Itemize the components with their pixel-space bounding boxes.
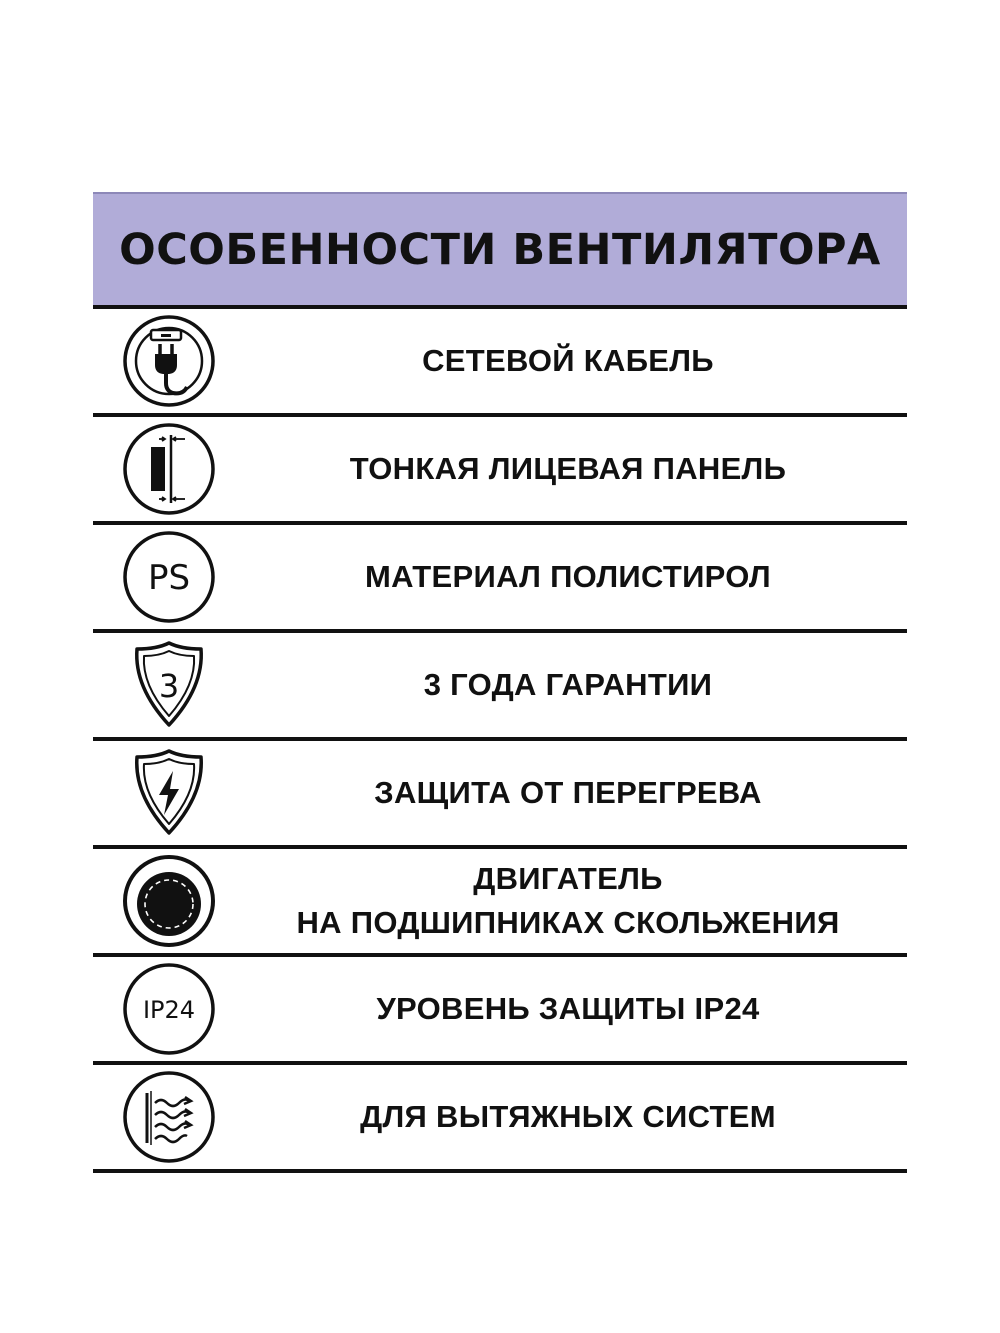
thin-panel-icon	[93, 417, 245, 521]
svg-text:3: 3	[158, 667, 180, 705]
feature-label: МАТЕРИАЛ ПОЛИСТИРОЛ	[365, 559, 771, 594]
feature-row	[93, 957, 907, 1065]
feature-label: ЗАЩИТА ОТ ПЕРЕГРЕВА	[374, 775, 762, 810]
exhaust-airflow-icon	[93, 1065, 245, 1169]
feature-label: 3 ГОДА ГАРАНТИИ	[423, 667, 713, 702]
features-title: ОСОБЕННОСТИ ВЕНТИЛЯТОРА	[119, 224, 881, 275]
ps-material-icon	[93, 525, 245, 629]
power-cable-icon	[93, 309, 245, 413]
ip24-icon	[93, 957, 245, 1061]
feature-row	[93, 309, 907, 417]
feature-label: ДВИГАТЕЛЬ НА ПОДШИПНИКАХ СКОЛЬЖЕНИЯ	[296, 861, 840, 940]
features-header	[93, 192, 907, 309]
feature-row	[93, 525, 907, 633]
feature-row	[93, 1065, 907, 1173]
warranty-shield-icon	[93, 633, 245, 737]
overheat-shield-icon	[93, 741, 245, 845]
feature-row	[93, 741, 907, 849]
feature-label: УРОВЕНЬ ЗАЩИТЫ IP24	[376, 991, 760, 1026]
feature-row	[93, 633, 907, 741]
feature-row	[93, 417, 907, 525]
feature-row	[93, 849, 907, 957]
svg-text:IP24: IP24	[142, 996, 196, 1024]
svg-text:PS: PS	[147, 558, 191, 598]
features-table	[93, 192, 907, 1173]
feature-label: ТОНКАЯ ЛИЦЕВАЯ ПАНЕЛЬ	[349, 451, 787, 486]
feature-label: ДЛЯ ВЫТЯЖНЫХ СИСТЕМ	[360, 1099, 776, 1134]
feature-label: СЕТЕВОЙ КАБЕЛЬ	[422, 343, 714, 378]
motor-bearing-icon	[93, 849, 245, 953]
